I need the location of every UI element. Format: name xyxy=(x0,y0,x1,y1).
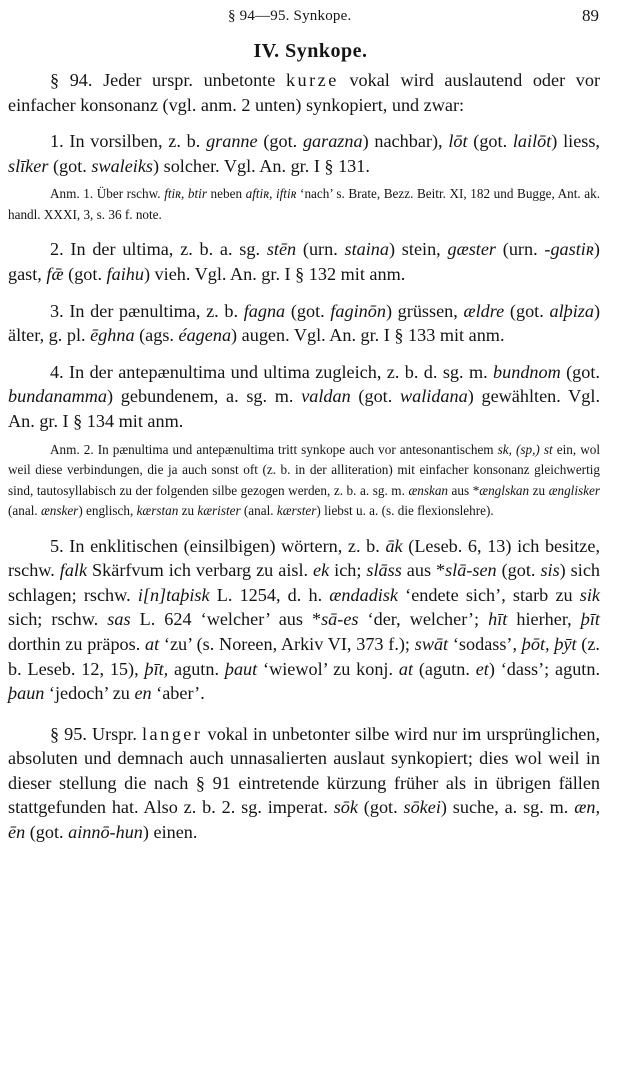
paragraph-s95: § 95. Urspr. langer vokal in unbetonter silbe wird nur im ursprünglichen, absoluten und demnach auch unnasalierten auslaut synkopiert; dies wol weil in dieser stellung die nach § 91 eintretende kürzung früher als in übrigen fällen stattgefunden hat. Also z. b. 2. sg. imperat. sōk (got. sōkei) suche, a. sg. m. æn, ēn (got. ainnō-hun) einen. xyxy=(8,723,600,843)
paragraph-item-5: 5. In enklitischen (einsilbigen) wörtern, z. b. āk (Leseb. 6, 13) ich besitze, rschw. falk Skärfvum ich verbarg zu aisl. ek ich; slāss aus *slā-sen (got. sis) sich schlagen; rschw. i[n]taþisk L. 1254, d. h. ændadisk ‘endete sich’, starb zu sik sich; rschw. sas L. 624 ‘welcher’ aus *sā-es ‘der, welcher’; hīt hierher, þīt dorthin zu präpos. at ‘zu’ (s. Noreen, Arkiv VI, 373 f.); swāt ‘sodass’, þōt, þȳt (z. b. Leseb. 12, 15), þīt, agutn. þaut ‘wiewol’ zu konj. at (agutn. et) ‘dass’; agutn. þaun ‘jedoch’ zu en ‘aber’. xyxy=(8,535,601,704)
page-body xyxy=(8,68,600,845)
note-anm-1: Anm. 1. Über rschw. ftiʀ, btir neben aftiʀ, iftiʀ ‘nach’ s. Brate, Bezz. Beitr. XI, 182 und Bugge, Ant. ak. handl. XXXI, 3, s. 36 f. note. xyxy=(8,186,601,222)
paragraph-s94: § 94. Jeder urspr. unbetonte kurze vokal wird auslautend oder vor einfacher konsonanz (vgl. anm. 2 unten) synkopiert, und zwar: xyxy=(8,70,600,115)
note-anm-2: Anm. 2. In pænultima und antepænultima tritt synkope auch vor antesonantischem sk, (sp,) st ein, wol weil diese verbindungen, die ja auch sonst oft (z. b. in der alliteration) mit einfacher konsonanz gleichwertig sind, tautosyllabisch zu der folgenden silbe gezogen werden, z. b. a. sg. m. ænskan aus *ænglskan zu ænglisker (anal. ænsker) englisch, kærstan zu kærister (anal. kærster) liebst u. a. (s. die flexionslehre). xyxy=(8,441,600,519)
paragraph-item-3: 3. In der pænultima, z. b. fagna (got. faginōn) grüssen, ældre (got. alþiza) älter, g. pl. ēghna (ags. éagena) augen. Vgl. An. gr. I § 133 mit anm. xyxy=(8,300,600,346)
section-title: IV. Synkope. xyxy=(253,40,368,62)
paragraph-item-1: 1. In vorsilben, z. b. granne (got. garazna) nachbar), lōt (got. lailōt) liess, slīker (got. swaleiks) solcher. Vgl. An. gr. I § 131. xyxy=(8,131,600,176)
paragraph-item-2: 2. In der ultima, z. b. a. sg. stēn (urn. staina) stein, gæster (urn. -gastiʀ) gast, fǣ (got. faihu) vieh. Vgl. An. gr. I § 132 mit anm. xyxy=(8,239,600,284)
page-header xyxy=(0,4,621,28)
paragraph-item-4: 4. In der antepænultima und ultima zugleich, z. b. d. sg. m. bundnom (got. bundanamma) gebundenem, a. sg. m. valdan (got. walidana) gewählten. Vgl. An. gr. I § 134 mit anm. xyxy=(8,361,600,431)
page-number: 89 xyxy=(582,6,599,25)
running-head: § 94—95. Synkope. xyxy=(228,8,352,24)
